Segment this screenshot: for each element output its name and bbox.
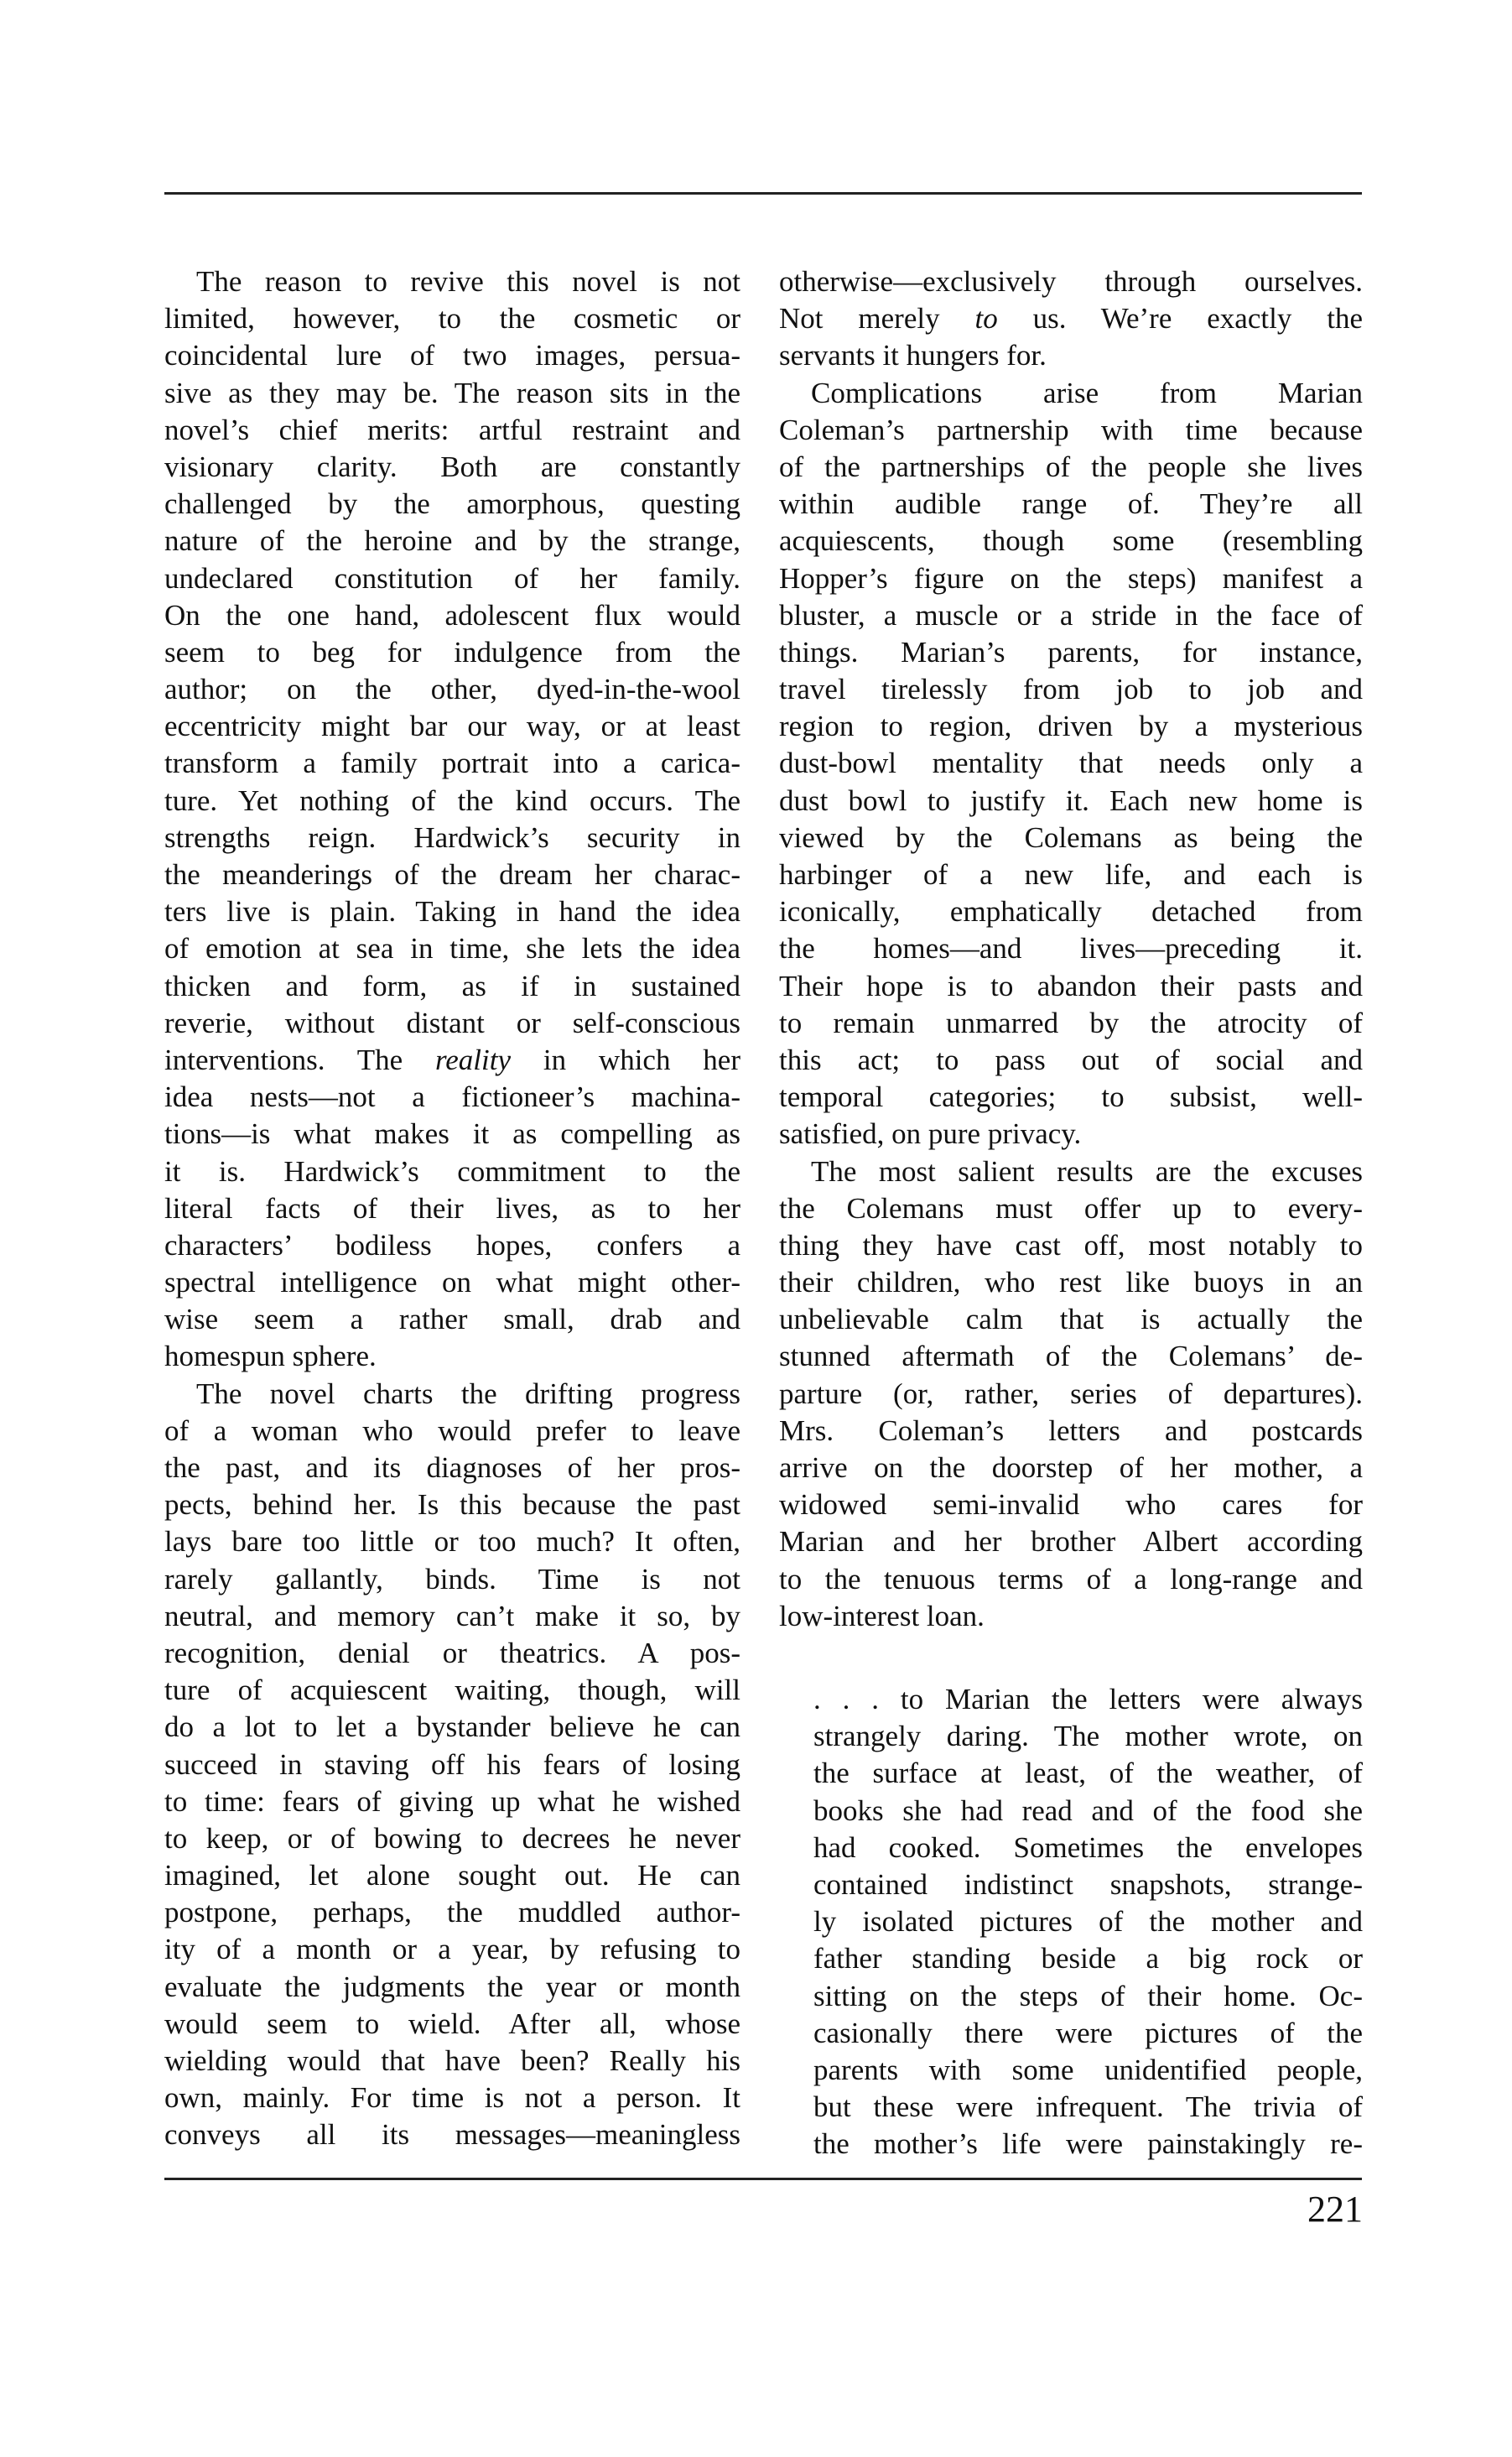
text-line: unbelievable calm that is actually the bbox=[779, 1303, 1363, 1336]
text-line: Hopper’s figure on the steps) manifest a bbox=[779, 561, 1363, 595]
text-line: parture (or, rather, series of departures). bbox=[779, 1377, 1363, 1410]
text-line: . . . to Marian the letters were always bbox=[813, 1683, 1363, 1715]
text-line: stunned aftermath of the Colemans’ de- bbox=[779, 1340, 1363, 1373]
text-line: this act; to pass out of social and bbox=[779, 1043, 1363, 1076]
text-line: dust bowl to justify it. Each new home is bbox=[779, 783, 1363, 817]
text-line: satisfied, on pure privacy. bbox=[779, 1117, 1082, 1151]
text-line: viewed by the Colemans as being the bbox=[779, 820, 1363, 854]
text-line: of the partnerships of the people she lives bbox=[779, 450, 1363, 483]
text-line: thicken and form, as if in sustained bbox=[164, 969, 740, 1002]
text-line: tions—is what makes it as compelling as bbox=[164, 1117, 740, 1151]
text-line: temporal categories; to subsist, well- bbox=[779, 1080, 1363, 1114]
text-line: Mrs. Coleman’s letters and postcards bbox=[779, 1413, 1363, 1447]
text-line: it is. Hardwick’s commitment to the bbox=[164, 1154, 740, 1188]
text-line: low-interest loan. bbox=[779, 1599, 985, 1632]
text-line: the past, and its diagnoses of her pros- bbox=[164, 1451, 740, 1484]
italic-emphasis: to bbox=[974, 302, 998, 336]
text-line: The novel charts the drifting progress bbox=[196, 1377, 740, 1410]
text-line: books she had read and of the food she bbox=[813, 1793, 1363, 1827]
text-line: would seem to wield. After all, whose bbox=[164, 2007, 740, 2040]
bottom-rule bbox=[164, 2178, 1362, 2180]
text-line: recognition, denial or theatrics. A pos- bbox=[164, 1636, 740, 1669]
text-line: the meanderings of the dream her charac- bbox=[164, 858, 740, 891]
text-line: The reason to revive this novel is not bbox=[196, 265, 740, 298]
text-line: of emotion at sea in time, she lets the idea bbox=[164, 932, 740, 966]
text-line: to the tenuous terms of a long-range and bbox=[779, 1562, 1363, 1595]
text-line: postpone, perhaps, the muddled author- bbox=[164, 1896, 740, 1929]
text-line: harbinger of a new life, and each is bbox=[779, 858, 1363, 891]
text-line: bluster, a muscle or a stride in the face of bbox=[779, 598, 1363, 632]
text-line: undeclared constitution of her family. bbox=[164, 561, 740, 595]
text-line: strengths reign. Hardwick’s security in bbox=[164, 820, 740, 854]
text-line: iconically, emphatically detached from bbox=[779, 895, 1363, 929]
text-line: wielding would that have been? Really his bbox=[164, 2044, 740, 2077]
text-line: to keep, or of bowing to decrees he never bbox=[164, 1821, 740, 1855]
text-line: servants it hungers for. bbox=[779, 339, 1047, 372]
text-line: their children, who rest like buoys in an bbox=[779, 1266, 1363, 1299]
text-line: parents with some unidentified people, bbox=[813, 2053, 1363, 2086]
text-line: sitting on the steps of their home. Oc- bbox=[813, 1979, 1363, 2012]
text-line: wise seem a rather small, drab and bbox=[164, 1303, 740, 1336]
left-column bbox=[164, 263, 740, 2154]
text-line: region to region, driven by a mysterious bbox=[779, 710, 1363, 743]
text-line: conveys all its messages—meaningless bbox=[164, 2118, 740, 2152]
text-line: thing they have cast off, most notably to bbox=[779, 1228, 1363, 1262]
text-line: visionary clarity. Both are constantly bbox=[164, 450, 740, 483]
text-line: novel’s chief merits: artful restraint and bbox=[164, 413, 740, 446]
text-line: eccentricity might bar our way, or at least bbox=[164, 710, 740, 743]
text-line: dust-bowl mentality that needs only a bbox=[779, 747, 1363, 780]
text-line: father standing beside a big rock or bbox=[813, 1942, 1363, 1975]
text-line: ture. Yet nothing of the kind occurs. The bbox=[164, 783, 740, 817]
text-line: Their hope is to abandon their pasts and bbox=[779, 969, 1363, 1002]
text-line: of a woman who would prefer to leave bbox=[164, 1413, 740, 1447]
text-line: rarely gallantly, binds. Time is not bbox=[164, 1562, 740, 1595]
text-line: contained indistinct snapshots, strange- bbox=[813, 1867, 1363, 1901]
page-number: 221 bbox=[1307, 2189, 1363, 2230]
text-line: pects, behind her. Is this because the past bbox=[164, 1488, 740, 1522]
text-line: On the one hand, adolescent flux would bbox=[164, 598, 740, 632]
text-line: ity of a month or a year, by refusing to bbox=[164, 1933, 740, 1966]
text-line: own, mainly. For time is not a person. It bbox=[164, 2081, 740, 2115]
text-line: the mother’s life were painstakingly re- bbox=[813, 2127, 1363, 2161]
text-line: sive as they may be. The reason sits in the bbox=[164, 376, 740, 409]
right-column bbox=[779, 263, 1363, 1635]
text-line: author; on the other, dyed-in-the-wool bbox=[164, 673, 740, 706]
text-line: to remain unmarred by the atrocity of bbox=[779, 1006, 1363, 1039]
text-line: widowed semi-invalid who cares for bbox=[779, 1488, 1363, 1522]
text-line: nature of the heroine and by the strange, bbox=[164, 524, 740, 558]
text-line: ly isolated pictures of the mother and bbox=[813, 1905, 1363, 1939]
text-line: Complications arise from Marian bbox=[811, 376, 1363, 409]
text-line: Marian and her brother Albert according bbox=[779, 1525, 1363, 1559]
text-line: succeed in staving off his fears of losing bbox=[164, 1747, 740, 1781]
text-line: coincidental lure of two images, persua- bbox=[164, 339, 740, 372]
text-line: acquiescents, though some (resembling bbox=[779, 524, 1363, 558]
text-line: travel tirelessly from job to job and bbox=[779, 673, 1363, 706]
text-line: strangely daring. The mother wrote, on bbox=[813, 1720, 1363, 1753]
text-line: imagined, let alone sought out. He can bbox=[164, 1859, 740, 1892]
text-line: Coleman’s partnership with time because bbox=[779, 413, 1363, 446]
text-line: the surface at least, of the weather, of bbox=[813, 1757, 1363, 1790]
text-line: within audible range of. They’re all bbox=[779, 487, 1363, 521]
italic-emphasis: reality bbox=[434, 1043, 512, 1076]
text-line: spectral intelligence on what might other- bbox=[164, 1266, 740, 1299]
text-line: lays bare too little or too much? It often, bbox=[164, 1525, 740, 1559]
text-line: but these were infrequent. The trivia of bbox=[813, 2090, 1363, 2124]
text-line: literal facts of their lives, as to her bbox=[164, 1191, 740, 1225]
text-line: Not merely to us. We’re exactly the bbox=[779, 302, 1363, 336]
text-line: do a lot to let a bystander believe he can bbox=[164, 1710, 740, 1744]
text-line: idea nests—not a fictioneer’s machina- bbox=[164, 1080, 740, 1114]
text-line: challenged by the amorphous, questing bbox=[164, 487, 740, 521]
text-line: otherwise—exclusively through ourselves. bbox=[779, 265, 1363, 298]
text-line: reverie, without distant or self-conscious bbox=[164, 1006, 740, 1039]
text-line: the homes—and lives—preceding it. bbox=[779, 932, 1363, 966]
text-line: characters’ bodiless hopes, confers a bbox=[164, 1228, 740, 1262]
text-line: neutral, and memory can’t make it so, by bbox=[164, 1599, 740, 1632]
text-line: ture of acquiescent waiting, though, will bbox=[164, 1674, 740, 1707]
text-line: to time: fears of giving up what he wished bbox=[164, 1784, 740, 1818]
text-line: ters live is plain. Taking in hand the idea bbox=[164, 895, 740, 929]
text-line: seem to beg for indulgence from the bbox=[164, 635, 740, 669]
text-line: had cooked. Sometimes the envelopes bbox=[813, 1830, 1363, 1864]
text-line: arrive on the doorstep of her mother, a bbox=[779, 1451, 1363, 1484]
text-line: homespun sphere. bbox=[164, 1340, 377, 1373]
text-line: The most salient results are the excuses bbox=[811, 1154, 1363, 1188]
text-line: things. Marian’s parents, for instance, bbox=[779, 635, 1363, 669]
top-rule bbox=[164, 192, 1362, 195]
text-line: interventions. The reality in which her bbox=[164, 1043, 740, 1076]
text-line: limited, however, to the cosmetic or bbox=[164, 302, 740, 336]
text-line: evaluate the judgments the year or month bbox=[164, 1970, 740, 2003]
text-line: the Colemans must offer up to every- bbox=[779, 1191, 1363, 1225]
text-line: transform a family portrait into a carica- bbox=[164, 747, 740, 780]
text-line: casionally there were pictures of the bbox=[813, 2016, 1363, 2049]
block-quote bbox=[813, 1681, 1363, 2163]
